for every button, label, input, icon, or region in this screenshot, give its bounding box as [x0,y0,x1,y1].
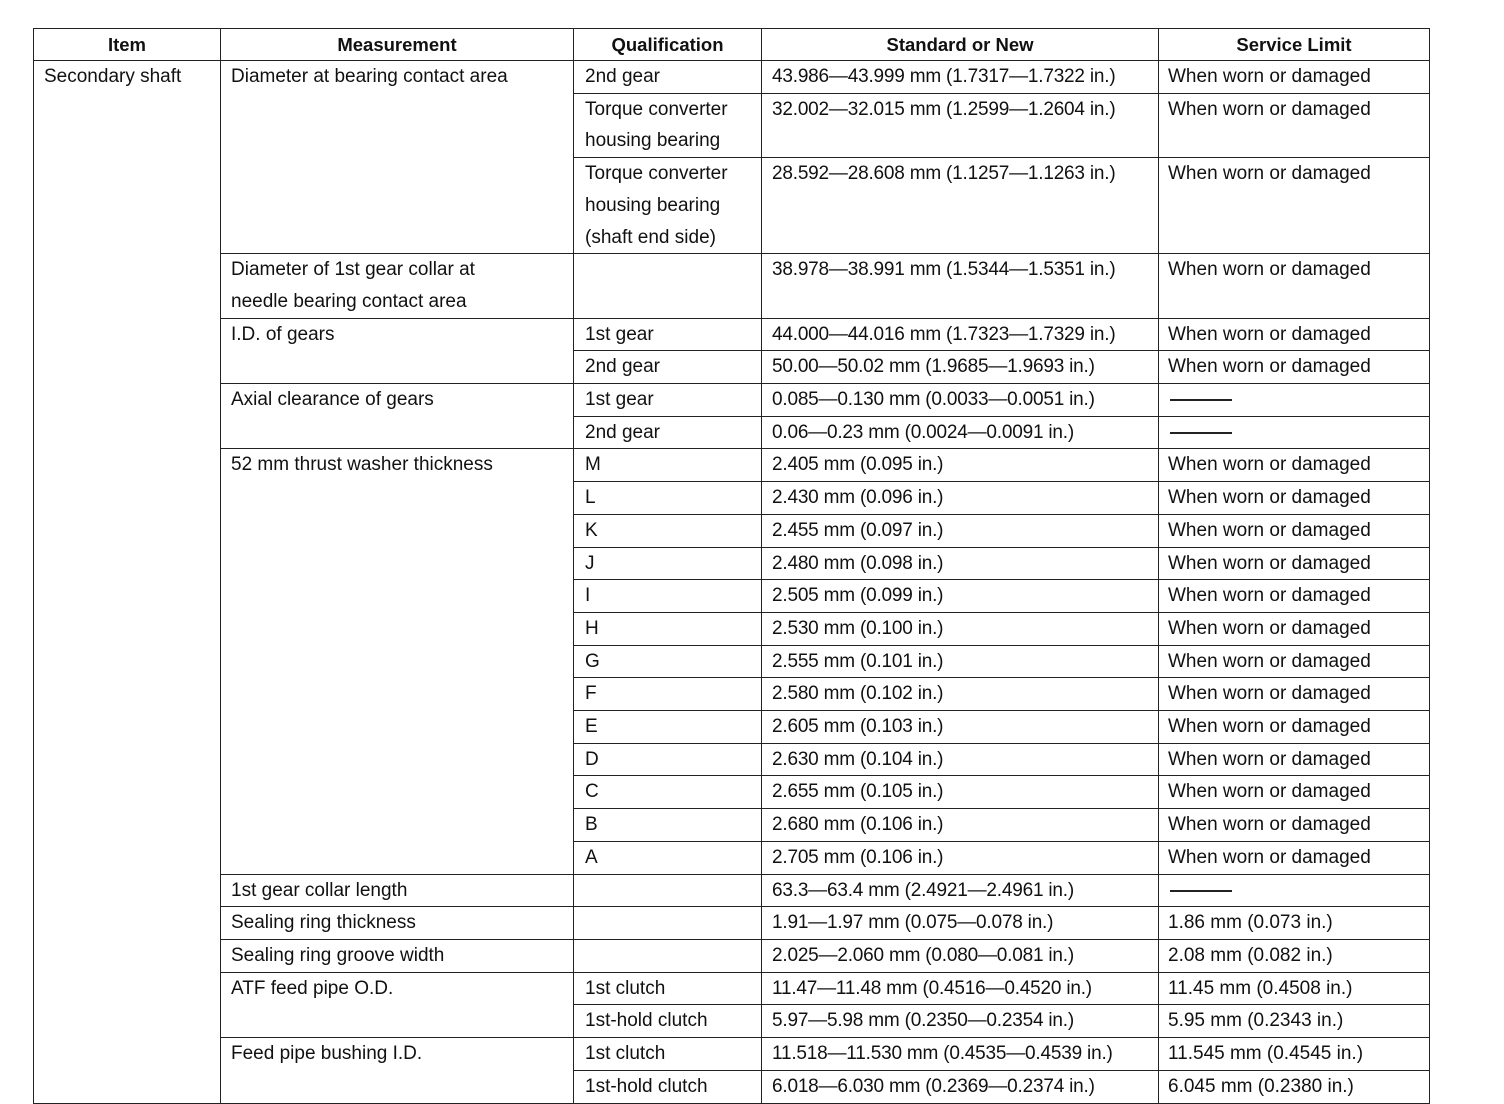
header-standard: Standard or New [762,29,1159,61]
measurement-cell: Diameter of 1st gear collar at needle bearing contact area [221,254,574,318]
qualification-cell: D [574,743,762,776]
qualification-cell [574,907,762,940]
qualification-cell: C [574,776,762,809]
qualification-cell: 1st-hold clutch [574,1005,762,1038]
header-service-limit: Service Limit [1159,29,1430,61]
table-row [34,384,1430,417]
measurement-cell: Axial clearance of gears [221,384,574,449]
standard-cell: 63.3—63.4 mm (2.4921—2.4961 in.) [762,874,1159,907]
dash-mark [1170,399,1232,401]
standard-cell: 32.002—32.015 mm (1.2599—1.2604 in.) [762,93,1159,157]
measurement-cell: 1st gear collar length [221,874,574,907]
header-qualification: Qualification [574,29,762,61]
qualification-cell: A [574,841,762,874]
table-row [34,1038,1430,1071]
standard-cell: 5.97—5.98 mm (0.2350—0.2354 in.) [762,1005,1159,1038]
qualification-cell: Torque converter housing bearing [574,93,762,157]
measurement-cell: Sealing ring groove width [221,939,574,972]
qualification-cell: 1st gear [574,384,762,417]
qualification-cell: 1st clutch [574,1038,762,1071]
standard-cell: 0.06—0.23 mm (0.0024—0.0091 in.) [762,416,1159,449]
qualification-cell [574,254,762,318]
standard-cell: 2.655 mm (0.105 in.) [762,776,1159,809]
measurement-cell: ATF feed pipe O.D. [221,972,574,1037]
service-limit-cell: When worn or damaged [1159,580,1430,613]
qualification-cell: E [574,711,762,744]
table-row [34,61,1430,94]
qualification-cell: K [574,514,762,547]
service-limit-cell [1159,384,1430,417]
qualification-cell: I [574,580,762,613]
service-limit-cell: When worn or damaged [1159,645,1430,678]
standard-cell: 2.505 mm (0.099 in.) [762,580,1159,613]
standard-cell: 11.47—11.48 mm (0.4516—0.4520 in.) [762,972,1159,1005]
qualification-cell: 2nd gear [574,416,762,449]
specifications-table [33,28,1430,1104]
measurement-cell: 52 mm thrust washer thickness [221,449,574,874]
qualification-cell: L [574,482,762,515]
service-limit-cell: 5.95 mm (0.2343 in.) [1159,1005,1430,1038]
dash-mark [1170,432,1232,434]
qualification-cell: 2nd gear [574,351,762,384]
standard-cell: 0.085—0.130 mm (0.0033—0.0051 in.) [762,384,1159,417]
service-limit-cell: When worn or damaged [1159,318,1430,351]
header-measurement: Measurement [221,29,574,61]
standard-cell: 1.91—1.97 mm (0.075—0.078 in.) [762,907,1159,940]
qualification-cell: 2nd gear [574,61,762,94]
qualification-cell: 1st clutch [574,972,762,1005]
service-limit-cell: When worn or damaged [1159,61,1430,94]
service-limit-cell: 11.45 mm (0.4508 in.) [1159,972,1430,1005]
standard-cell: 2.680 mm (0.106 in.) [762,809,1159,842]
standard-cell: 2.705 mm (0.106 in.) [762,841,1159,874]
service-limit-cell: When worn or damaged [1159,514,1430,547]
service-limit-cell: When worn or damaged [1159,158,1430,254]
service-limit-cell: When worn or damaged [1159,776,1430,809]
standard-cell: 50.00—50.02 mm (1.9685—1.9693 in.) [762,351,1159,384]
standard-cell: 2.025—2.060 mm (0.080—0.081 in.) [762,939,1159,972]
service-limit-cell: When worn or damaged [1159,547,1430,580]
table-row [34,449,1430,482]
service-limit-cell [1159,874,1430,907]
qualification-cell: Torque converter housing bearing (shaft end side) [574,158,762,254]
service-limit-cell: When worn or damaged [1159,841,1430,874]
qualification-cell: M [574,449,762,482]
standard-cell: 2.580 mm (0.102 in.) [762,678,1159,711]
qualification-cell [574,874,762,907]
service-limit-cell: When worn or damaged [1159,711,1430,744]
service-limit-cell: When worn or damaged [1159,449,1430,482]
header-row [34,29,1430,61]
qualification-cell: H [574,612,762,645]
measurement-cell: I.D. of gears [221,318,574,383]
qualification-cell [574,939,762,972]
standard-cell: 44.000—44.016 mm (1.7323—1.7329 in.) [762,318,1159,351]
service-limit-cell: When worn or damaged [1159,482,1430,515]
service-limit-cell: When worn or damaged [1159,93,1430,157]
qualification-cell: 1st gear [574,318,762,351]
service-limit-cell: 2.08 mm (0.082 in.) [1159,939,1430,972]
standard-cell: 2.480 mm (0.098 in.) [762,547,1159,580]
service-limit-cell: 1.86 mm (0.073 in.) [1159,907,1430,940]
qualification-cell: 1st-hold clutch [574,1070,762,1103]
standard-cell: 2.630 mm (0.104 in.) [762,743,1159,776]
standard-cell: 43.986—43.999 mm (1.7317—1.7322 in.) [762,61,1159,94]
table-body [34,61,1430,1104]
measurement-cell: Feed pipe bushing I.D. [221,1038,574,1103]
measurement-cell: Diameter at bearing contact area [221,61,574,254]
standard-cell: 11.518—11.530 mm (0.4535—0.4539 in.) [762,1038,1159,1071]
standard-cell: 2.405 mm (0.095 in.) [762,449,1159,482]
standard-cell: 2.605 mm (0.103 in.) [762,711,1159,744]
standard-cell: 2.430 mm (0.096 in.) [762,482,1159,515]
service-limit-cell: 11.545 mm (0.4545 in.) [1159,1038,1430,1071]
service-limit-cell: When worn or damaged [1159,351,1430,384]
table-row [34,972,1430,1005]
service-limit-cell: When worn or damaged [1159,254,1430,318]
service-limit-cell [1159,416,1430,449]
qualification-cell: F [574,678,762,711]
standard-cell: 38.978—38.991 mm (1.5344—1.5351 in.) [762,254,1159,318]
service-limit-cell: When worn or damaged [1159,743,1430,776]
qualification-cell: G [574,645,762,678]
standard-cell: 2.555 mm (0.101 in.) [762,645,1159,678]
standard-cell: 2.455 mm (0.097 in.) [762,514,1159,547]
item-cell: Secondary shaft [34,61,221,1104]
dash-mark [1170,890,1232,892]
header-item: Item [34,29,221,61]
service-limit-cell: 6.045 mm (0.2380 in.) [1159,1070,1430,1103]
standard-cell: 6.018—6.030 mm (0.2369—0.2374 in.) [762,1070,1159,1103]
table-row [34,874,1430,907]
service-limit-cell: When worn or damaged [1159,678,1430,711]
qualification-cell: B [574,809,762,842]
table-row [34,318,1430,351]
qualification-cell: J [574,547,762,580]
measurement-cell: Sealing ring thickness [221,907,574,940]
service-limit-cell: When worn or damaged [1159,612,1430,645]
standard-cell: 2.530 mm (0.100 in.) [762,612,1159,645]
table-row [34,254,1430,318]
service-limit-cell: When worn or damaged [1159,809,1430,842]
standard-cell: 28.592—28.608 mm (1.1257—1.1263 in.) [762,158,1159,254]
table-row [34,939,1430,972]
table-row [34,907,1430,940]
